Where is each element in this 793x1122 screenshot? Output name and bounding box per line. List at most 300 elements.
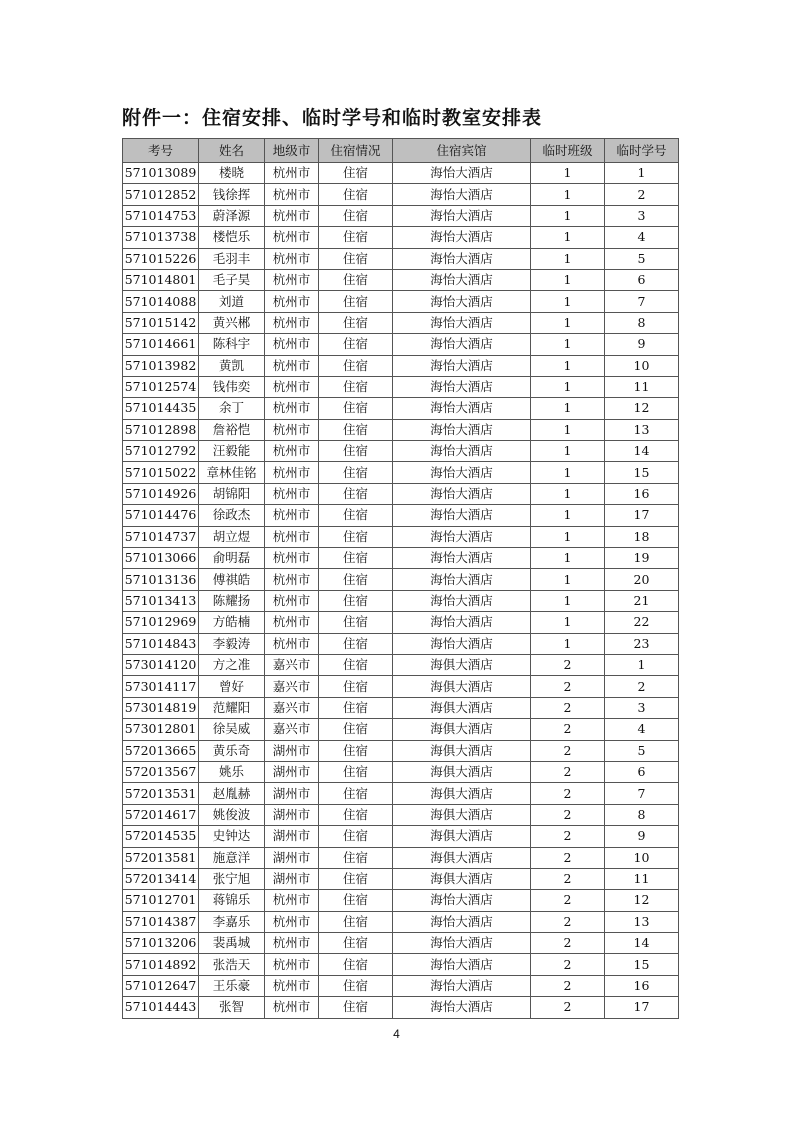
exam-number-cell: 571013136 — [123, 569, 199, 590]
hotel-cell: 海怡大酒店 — [393, 933, 531, 954]
temp-class-cell: 1 — [531, 291, 605, 312]
temp-student-id-cell: 14 — [605, 441, 679, 462]
temp-student-id-cell: 10 — [605, 847, 679, 868]
hotel-cell: 海怡大酒店 — [393, 505, 531, 526]
exam-number-cell: 571014443 — [123, 997, 199, 1018]
city-cell: 杭州市 — [265, 997, 319, 1018]
hotel-cell: 海怡大酒店 — [393, 205, 531, 226]
temp-class-cell: 2 — [531, 997, 605, 1018]
hotel-cell: 海怡大酒店 — [393, 997, 531, 1018]
exam-number-cell: 571014737 — [123, 526, 199, 547]
temp-class-cell: 2 — [531, 868, 605, 889]
header-exam-number: 考号 — [123, 139, 199, 163]
hotel-cell: 海怡大酒店 — [393, 890, 531, 911]
city-cell: 杭州市 — [265, 526, 319, 547]
exam-number-cell: 572013665 — [123, 740, 199, 761]
name-cell: 张宁旭 — [199, 868, 265, 889]
temp-student-id-cell: 9 — [605, 826, 679, 847]
name-cell: 章林佳铭 — [199, 462, 265, 483]
name-cell: 张浩天 — [199, 954, 265, 975]
hotel-cell: 海怡大酒店 — [393, 911, 531, 932]
accommodation-status-cell: 住宿 — [319, 590, 393, 611]
exam-number-cell: 571014801 — [123, 269, 199, 290]
city-cell: 杭州市 — [265, 269, 319, 290]
temp-class-cell: 1 — [531, 441, 605, 462]
name-cell: 陈耀扬 — [199, 590, 265, 611]
hotel-cell: 海怡大酒店 — [393, 462, 531, 483]
accommodation-status-cell: 住宿 — [319, 697, 393, 718]
name-cell: 黄乐奇 — [199, 740, 265, 761]
hotel-cell: 海怡大酒店 — [393, 248, 531, 269]
temp-class-cell: 1 — [531, 590, 605, 611]
temp-class-cell: 1 — [531, 248, 605, 269]
table-row — [123, 505, 679, 526]
temp-class-cell: 2 — [531, 761, 605, 782]
table-row — [123, 248, 679, 269]
table-row — [123, 227, 679, 248]
name-cell: 方之准 — [199, 654, 265, 675]
exam-number-cell: 571012898 — [123, 419, 199, 440]
temp-student-id-cell: 5 — [605, 248, 679, 269]
temp-class-cell: 2 — [531, 911, 605, 932]
temp-class-cell: 1 — [531, 612, 605, 633]
exam-number-cell: 571012852 — [123, 184, 199, 205]
temp-class-cell: 2 — [531, 826, 605, 847]
table-row — [123, 269, 679, 290]
exam-number-cell: 571012969 — [123, 612, 199, 633]
name-cell: 徐吴威 — [199, 719, 265, 740]
table-row — [123, 612, 679, 633]
exam-number-cell: 571014476 — [123, 505, 199, 526]
exam-number-cell: 572013567 — [123, 761, 199, 782]
temp-class-cell: 2 — [531, 933, 605, 954]
hotel-cell: 海怡大酒店 — [393, 569, 531, 590]
table-row — [123, 740, 679, 761]
hotel-cell: 海怡大酒店 — [393, 590, 531, 611]
temp-class-cell: 1 — [531, 184, 605, 205]
name-cell: 李毅涛 — [199, 633, 265, 654]
name-cell: 傅祺皓 — [199, 569, 265, 590]
table-row — [123, 890, 679, 911]
exam-number-cell: 571014435 — [123, 398, 199, 419]
table-row — [123, 205, 679, 226]
name-cell: 楼晓 — [199, 163, 265, 184]
header-city: 地级市 — [265, 139, 319, 163]
hotel-cell: 海怡大酒店 — [393, 355, 531, 376]
hotel-cell: 海怡大酒店 — [393, 334, 531, 355]
name-cell: 蒋锦乐 — [199, 890, 265, 911]
hotel-cell: 海怡大酒店 — [393, 376, 531, 397]
temp-student-id-cell: 16 — [605, 483, 679, 504]
temp-class-cell: 2 — [531, 697, 605, 718]
name-cell: 李嘉乐 — [199, 911, 265, 932]
temp-student-id-cell: 14 — [605, 933, 679, 954]
table-row — [123, 804, 679, 825]
temp-student-id-cell: 20 — [605, 569, 679, 590]
name-cell: 钱伟奕 — [199, 376, 265, 397]
temp-class-cell: 2 — [531, 740, 605, 761]
city-cell: 杭州市 — [265, 227, 319, 248]
exam-number-cell: 571012792 — [123, 441, 199, 462]
temp-class-cell: 2 — [531, 676, 605, 697]
table-row — [123, 975, 679, 996]
name-cell: 毛子昊 — [199, 269, 265, 290]
temp-class-cell: 1 — [531, 483, 605, 504]
city-cell: 杭州市 — [265, 548, 319, 569]
table-row — [123, 847, 679, 868]
name-cell: 徐政杰 — [199, 505, 265, 526]
temp-class-cell: 1 — [531, 334, 605, 355]
hotel-cell: 海怡大酒店 — [393, 441, 531, 462]
temp-class-cell: 1 — [531, 376, 605, 397]
city-cell: 杭州市 — [265, 355, 319, 376]
accommodation-status-cell: 住宿 — [319, 975, 393, 996]
accommodation-status-cell: 住宿 — [319, 933, 393, 954]
city-cell: 嘉兴市 — [265, 719, 319, 740]
hotel-cell: 海俱大酒店 — [393, 826, 531, 847]
temp-student-id-cell: 22 — [605, 612, 679, 633]
table-row — [123, 376, 679, 397]
hotel-cell: 海俱大酒店 — [393, 740, 531, 761]
temp-class-cell: 1 — [531, 419, 605, 440]
temp-student-id-cell: 13 — [605, 911, 679, 932]
temp-student-id-cell: 3 — [605, 205, 679, 226]
exam-number-cell: 571014753 — [123, 205, 199, 226]
hotel-cell: 海怡大酒店 — [393, 419, 531, 440]
name-cell: 王乐豪 — [199, 975, 265, 996]
city-cell: 杭州市 — [265, 590, 319, 611]
temp-class-cell: 2 — [531, 847, 605, 868]
exam-number-cell: 572014617 — [123, 804, 199, 825]
temp-student-id-cell: 12 — [605, 398, 679, 419]
exam-number-cell: 572013581 — [123, 847, 199, 868]
accommodation-status-cell: 住宿 — [319, 398, 393, 419]
city-cell: 杭州市 — [265, 462, 319, 483]
exam-number-cell: 571012647 — [123, 975, 199, 996]
temp-student-id-cell: 4 — [605, 227, 679, 248]
accommodation-status-cell: 住宿 — [319, 312, 393, 333]
table-row — [123, 954, 679, 975]
temp-student-id-cell: 2 — [605, 676, 679, 697]
accommodation-status-cell: 住宿 — [319, 462, 393, 483]
city-cell: 杭州市 — [265, 291, 319, 312]
name-cell: 胡立煜 — [199, 526, 265, 547]
header-temp-class: 临时班级 — [531, 139, 605, 163]
temp-class-cell: 2 — [531, 719, 605, 740]
hotel-cell: 海怡大酒店 — [393, 184, 531, 205]
hotel-cell: 海怡大酒店 — [393, 526, 531, 547]
hotel-cell: 海怡大酒店 — [393, 483, 531, 504]
temp-student-id-cell: 4 — [605, 719, 679, 740]
city-cell: 湖州市 — [265, 826, 319, 847]
name-cell: 赵胤赫 — [199, 783, 265, 804]
table-row — [123, 933, 679, 954]
accommodation-status-cell: 住宿 — [319, 291, 393, 312]
exam-number-cell: 572014535 — [123, 826, 199, 847]
name-cell: 史钟达 — [199, 826, 265, 847]
name-cell: 姚乐 — [199, 761, 265, 782]
name-cell: 陈科宇 — [199, 334, 265, 355]
hotel-cell: 海怡大酒店 — [393, 227, 531, 248]
table-header-row — [123, 139, 679, 163]
exam-number-cell: 571013066 — [123, 548, 199, 569]
table-row — [123, 355, 679, 376]
accommodation-status-cell: 住宿 — [319, 826, 393, 847]
city-cell: 杭州市 — [265, 184, 319, 205]
temp-student-id-cell: 12 — [605, 890, 679, 911]
accommodation-status-cell: 住宿 — [319, 804, 393, 825]
exam-number-cell: 571015226 — [123, 248, 199, 269]
temp-student-id-cell: 23 — [605, 633, 679, 654]
hotel-cell: 海怡大酒店 — [393, 612, 531, 633]
city-cell: 杭州市 — [265, 312, 319, 333]
table-row — [123, 163, 679, 184]
hotel-cell: 海俱大酒店 — [393, 761, 531, 782]
name-cell: 黄凯 — [199, 355, 265, 376]
hotel-cell: 海怡大酒店 — [393, 312, 531, 333]
exam-number-cell: 571013738 — [123, 227, 199, 248]
accommodation-status-cell: 住宿 — [319, 783, 393, 804]
temp-student-id-cell: 15 — [605, 462, 679, 483]
exam-number-cell: 573012801 — [123, 719, 199, 740]
city-cell: 杭州市 — [265, 975, 319, 996]
temp-class-cell: 1 — [531, 505, 605, 526]
accommodation-status-cell: 住宿 — [319, 184, 393, 205]
exam-number-cell: 571012574 — [123, 376, 199, 397]
temp-student-id-cell: 13 — [605, 419, 679, 440]
table-row — [123, 783, 679, 804]
hotel-cell: 海怡大酒店 — [393, 398, 531, 419]
exam-number-cell: 571013413 — [123, 590, 199, 611]
header-temp-student-id: 临时学号 — [605, 139, 679, 163]
accommodation-status-cell: 住宿 — [319, 954, 393, 975]
city-cell: 杭州市 — [265, 612, 319, 633]
city-cell: 湖州市 — [265, 868, 319, 889]
temp-class-cell: 1 — [531, 269, 605, 290]
temp-class-cell: 1 — [531, 312, 605, 333]
temp-student-id-cell: 18 — [605, 526, 679, 547]
exam-number-cell: 571013089 — [123, 163, 199, 184]
temp-student-id-cell: 7 — [605, 783, 679, 804]
accommodation-status-cell: 住宿 — [319, 548, 393, 569]
temp-student-id-cell: 8 — [605, 312, 679, 333]
exam-number-cell: 571015142 — [123, 312, 199, 333]
exam-number-cell: 573014120 — [123, 654, 199, 675]
hotel-cell: 海俱大酒店 — [393, 654, 531, 675]
table-row — [123, 654, 679, 675]
name-cell: 裴禹城 — [199, 933, 265, 954]
city-cell: 杭州市 — [265, 163, 319, 184]
accommodation-status-cell: 住宿 — [319, 676, 393, 697]
table-row — [123, 184, 679, 205]
table-row — [123, 911, 679, 932]
accommodation-status-cell: 住宿 — [319, 163, 393, 184]
header-hotel: 住宿宾馆 — [393, 139, 531, 163]
accommodation-status-cell: 住宿 — [319, 248, 393, 269]
hotel-cell: 海俱大酒店 — [393, 847, 531, 868]
accommodation-status-cell: 住宿 — [319, 911, 393, 932]
name-cell: 蔚泽源 — [199, 205, 265, 226]
city-cell: 杭州市 — [265, 376, 319, 397]
temp-class-cell: 2 — [531, 783, 605, 804]
name-cell: 詹裕恺 — [199, 419, 265, 440]
table-row — [123, 697, 679, 718]
temp-class-cell: 2 — [531, 954, 605, 975]
accommodation-status-cell: 住宿 — [319, 376, 393, 397]
city-cell: 杭州市 — [265, 441, 319, 462]
hotel-cell: 海俱大酒店 — [393, 697, 531, 718]
city-cell: 嘉兴市 — [265, 676, 319, 697]
hotel-cell: 海俱大酒店 — [393, 719, 531, 740]
accommodation-status-cell: 住宿 — [319, 227, 393, 248]
city-cell: 湖州市 — [265, 804, 319, 825]
exam-number-cell: 571013206 — [123, 933, 199, 954]
table-row — [123, 483, 679, 504]
accommodation-status-cell: 住宿 — [319, 868, 393, 889]
name-cell: 钱徐挥 — [199, 184, 265, 205]
temp-class-cell: 1 — [531, 548, 605, 569]
temp-class-cell: 1 — [531, 398, 605, 419]
city-cell: 湖州市 — [265, 783, 319, 804]
table-row — [123, 868, 679, 889]
city-cell: 杭州市 — [265, 569, 319, 590]
name-cell: 余丁 — [199, 398, 265, 419]
exam-number-cell: 571014843 — [123, 633, 199, 654]
temp-student-id-cell: 8 — [605, 804, 679, 825]
temp-student-id-cell: 16 — [605, 975, 679, 996]
temp-student-id-cell: 1 — [605, 654, 679, 675]
accommodation-status-cell: 住宿 — [319, 633, 393, 654]
accommodation-status-cell: 住宿 — [319, 997, 393, 1018]
name-cell: 胡锦阳 — [199, 483, 265, 504]
accommodation-status-cell: 住宿 — [319, 441, 393, 462]
temp-student-id-cell: 11 — [605, 868, 679, 889]
table-row — [123, 441, 679, 462]
exam-number-cell: 571015022 — [123, 462, 199, 483]
hotel-cell: 海怡大酒店 — [393, 269, 531, 290]
hotel-cell: 海怡大酒店 — [393, 975, 531, 996]
name-cell: 汪毅能 — [199, 441, 265, 462]
city-cell: 杭州市 — [265, 248, 319, 269]
accommodation-status-cell: 住宿 — [319, 740, 393, 761]
accommodation-status-cell: 住宿 — [319, 569, 393, 590]
accommodation-status-cell: 住宿 — [319, 761, 393, 782]
accommodation-table — [122, 138, 679, 1019]
accommodation-status-cell: 住宿 — [319, 526, 393, 547]
exam-number-cell: 571012701 — [123, 890, 199, 911]
city-cell: 杭州市 — [265, 505, 319, 526]
name-cell: 姚俊波 — [199, 804, 265, 825]
temp-class-cell: 1 — [531, 205, 605, 226]
temp-student-id-cell: 15 — [605, 954, 679, 975]
city-cell: 杭州市 — [265, 911, 319, 932]
header-name: 姓名 — [199, 139, 265, 163]
temp-class-cell: 2 — [531, 975, 605, 996]
city-cell: 嘉兴市 — [265, 654, 319, 675]
table-row — [123, 590, 679, 611]
exam-number-cell: 571014661 — [123, 334, 199, 355]
accommodation-status-cell: 住宿 — [319, 355, 393, 376]
accommodation-status-cell: 住宿 — [319, 847, 393, 868]
temp-student-id-cell: 9 — [605, 334, 679, 355]
accommodation-status-cell: 住宿 — [319, 890, 393, 911]
city-cell: 杭州市 — [265, 633, 319, 654]
city-cell: 杭州市 — [265, 205, 319, 226]
accommodation-status-cell: 住宿 — [319, 483, 393, 504]
exam-number-cell: 571013982 — [123, 355, 199, 376]
city-cell: 湖州市 — [265, 847, 319, 868]
city-cell: 杭州市 — [265, 933, 319, 954]
temp-class-cell: 2 — [531, 654, 605, 675]
temp-class-cell: 1 — [531, 569, 605, 590]
table-row — [123, 569, 679, 590]
temp-student-id-cell: 19 — [605, 548, 679, 569]
table-row — [123, 548, 679, 569]
table-row — [123, 312, 679, 333]
hotel-cell: 海俱大酒店 — [393, 804, 531, 825]
name-cell: 毛羽丰 — [199, 248, 265, 269]
city-cell: 杭州市 — [265, 890, 319, 911]
name-cell: 刘道 — [199, 291, 265, 312]
hotel-cell: 海俱大酒店 — [393, 676, 531, 697]
exam-number-cell: 572013531 — [123, 783, 199, 804]
temp-class-cell: 1 — [531, 163, 605, 184]
city-cell: 湖州市 — [265, 740, 319, 761]
name-cell: 黄兴郴 — [199, 312, 265, 333]
temp-student-id-cell: 7 — [605, 291, 679, 312]
table-row — [123, 826, 679, 847]
temp-student-id-cell: 6 — [605, 761, 679, 782]
exam-number-cell: 573014117 — [123, 676, 199, 697]
table-row — [123, 398, 679, 419]
temp-student-id-cell: 1 — [605, 163, 679, 184]
table-row — [123, 719, 679, 740]
exam-number-cell: 573014819 — [123, 697, 199, 718]
page-title: 附件一：住宿安排、临时学号和临时教室安排表 — [122, 107, 543, 129]
name-cell: 张智 — [199, 997, 265, 1018]
name-cell: 方皓楠 — [199, 612, 265, 633]
temp-class-cell: 2 — [531, 890, 605, 911]
hotel-cell: 海俱大酒店 — [393, 868, 531, 889]
table-row — [123, 419, 679, 440]
city-cell: 杭州市 — [265, 334, 319, 355]
temp-student-id-cell: 21 — [605, 590, 679, 611]
temp-student-id-cell: 10 — [605, 355, 679, 376]
city-cell: 杭州市 — [265, 483, 319, 504]
hotel-cell: 海怡大酒店 — [393, 548, 531, 569]
temp-class-cell: 1 — [531, 633, 605, 654]
accommodation-status-cell: 住宿 — [319, 269, 393, 290]
temp-student-id-cell: 5 — [605, 740, 679, 761]
table-row — [123, 633, 679, 654]
exam-number-cell: 571014088 — [123, 291, 199, 312]
city-cell: 杭州市 — [265, 954, 319, 975]
temp-class-cell: 1 — [531, 462, 605, 483]
exam-number-cell: 571014926 — [123, 483, 199, 504]
temp-student-id-cell: 17 — [605, 505, 679, 526]
table-row — [123, 761, 679, 782]
table-row — [123, 997, 679, 1018]
accommodation-status-cell: 住宿 — [319, 654, 393, 675]
temp-class-cell: 2 — [531, 804, 605, 825]
accommodation-status-cell: 住宿 — [319, 419, 393, 440]
hotel-cell: 海怡大酒店 — [393, 633, 531, 654]
temp-class-cell: 1 — [531, 227, 605, 248]
accommodation-status-cell: 住宿 — [319, 612, 393, 633]
table-row — [123, 676, 679, 697]
table-row — [123, 334, 679, 355]
exam-number-cell: 571014892 — [123, 954, 199, 975]
